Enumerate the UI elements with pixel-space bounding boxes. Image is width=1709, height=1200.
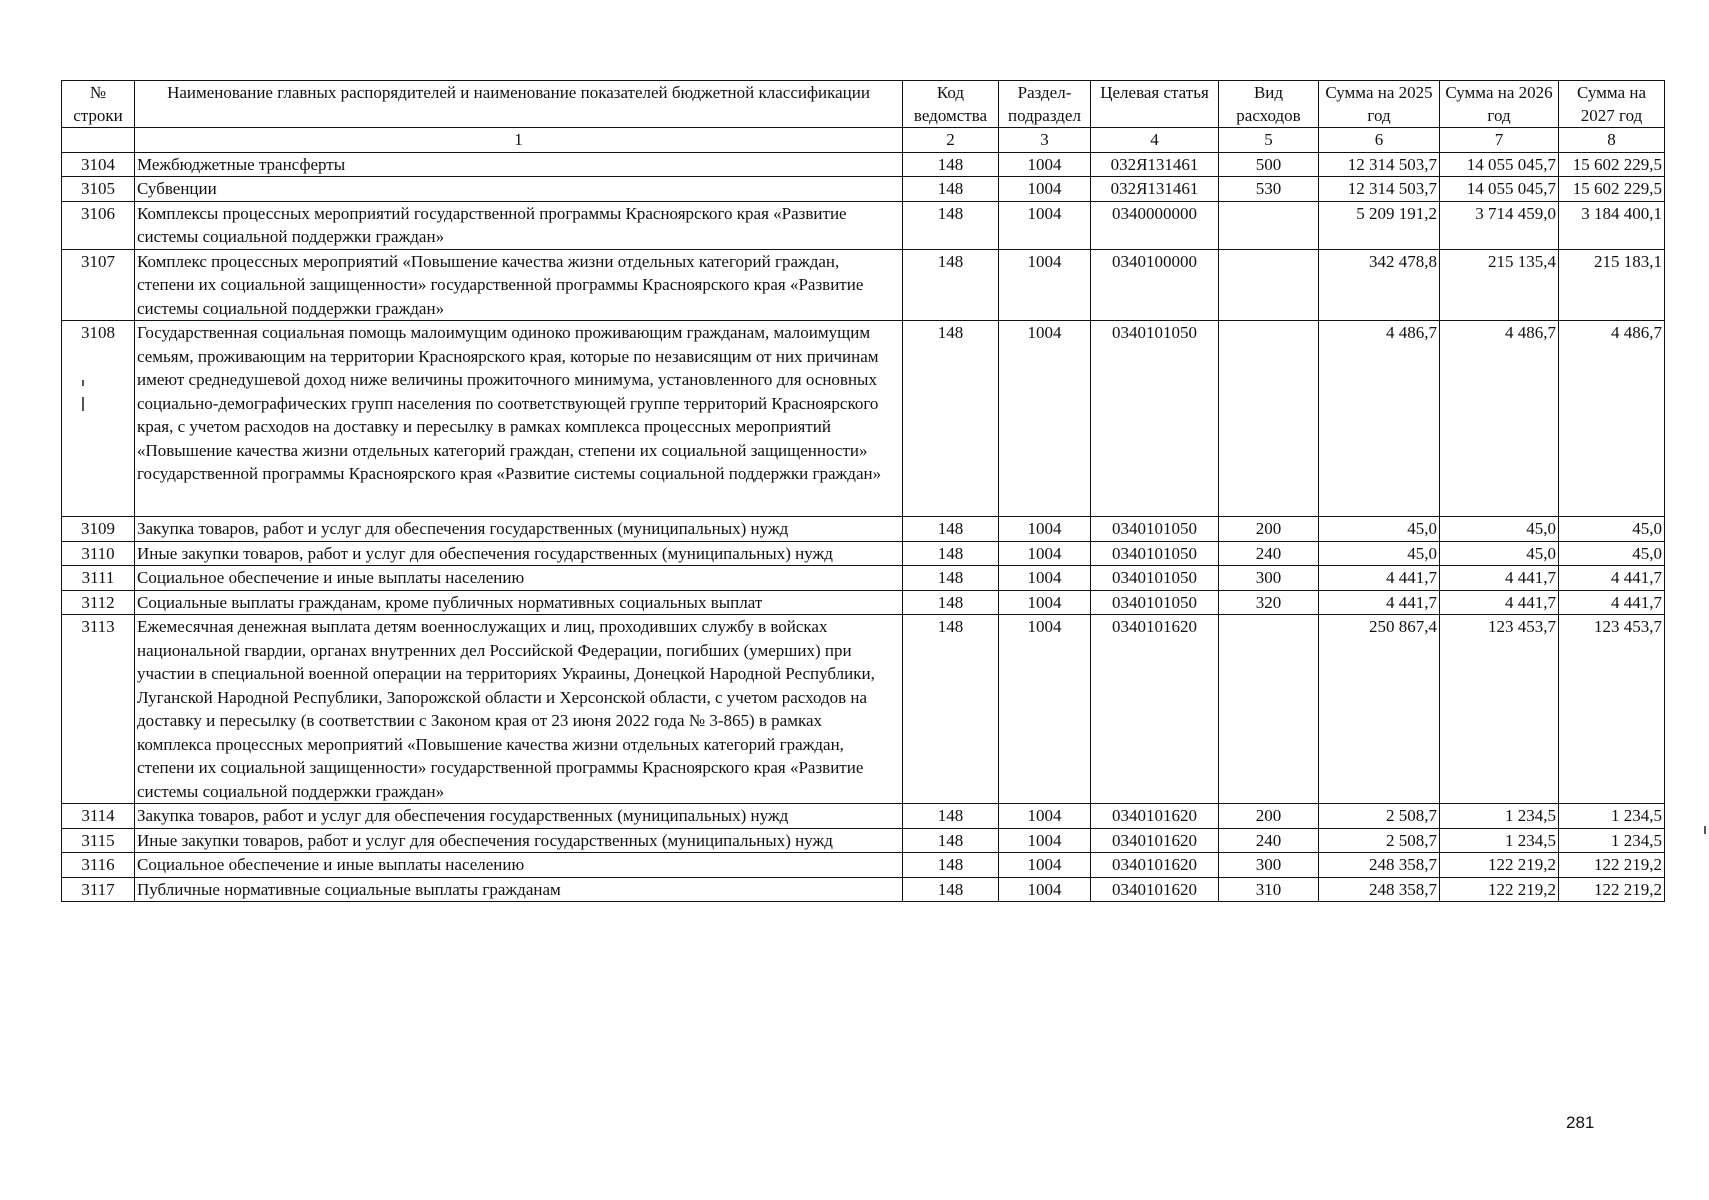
- sum-2027: 122 219,2: [1559, 877, 1665, 902]
- margin-mark: [1704, 826, 1706, 834]
- sum-2027: 45,0: [1559, 517, 1665, 542]
- budget-table: [61, 80, 1665, 902]
- target-article: 0340101050: [1091, 321, 1219, 517]
- header-target-article: Целевая статья: [1091, 81, 1219, 128]
- sum-2025: 2 508,7: [1319, 828, 1440, 853]
- table-row: [62, 590, 1665, 615]
- section-code: 1004: [999, 177, 1091, 202]
- row-number: 3112: [62, 590, 135, 615]
- expense-type: 320: [1219, 590, 1319, 615]
- expense-type: [1219, 321, 1319, 517]
- table-row: [62, 828, 1665, 853]
- sum-2027: 1 234,5: [1559, 804, 1665, 829]
- section-code: 1004: [999, 152, 1091, 177]
- table-row: [62, 566, 1665, 591]
- row-number: 3108: [62, 321, 135, 517]
- row-number: 3113: [62, 615, 135, 804]
- section-code: 1004: [999, 201, 1091, 249]
- column-number: 3: [999, 128, 1091, 153]
- dept-code: 148: [903, 853, 999, 878]
- sum-2025: 342 478,8: [1319, 249, 1440, 321]
- column-number: 8: [1559, 128, 1665, 153]
- expense-type: 200: [1219, 804, 1319, 829]
- sum-2026: 215 135,4: [1440, 249, 1559, 321]
- sum-2027: 4 486,7: [1559, 321, 1665, 517]
- sum-2027: 4 441,7: [1559, 590, 1665, 615]
- section-code: 1004: [999, 615, 1091, 804]
- dept-code: 148: [903, 877, 999, 902]
- row-name: Комплексы процессных мероприятий государственной программы Красноярского края «Развитие системы социальной поддержки граждан»: [135, 201, 903, 249]
- row-number: 3114: [62, 804, 135, 829]
- column-number: [62, 128, 135, 153]
- dept-code: 148: [903, 828, 999, 853]
- dept-code: 148: [903, 152, 999, 177]
- sum-2026: 1 234,5: [1440, 804, 1559, 829]
- row-name: Ежемесячная денежная выплата детям военнослужащих и лиц, проходивших службу в войсках национальной гвардии, органах внутренних дел Российской Федерации, погибших (умерших) при участии в специальной военной операции на территориях Украины, Донецкой Народной Республики, Луганской Народной Республики, Запорожской области и Херсонской области, с учетом расходов на доставку и пересылку (в соответствии с Законом края от 23 июня 2022 года № 3-865) в рамках комплекса процессных мероприятий «Повышение качества жизни отдельных категорий граждан, степени их социальной защищенности» государственной программы Красноярского края «Развитие системы социальной поддержки граждан»: [135, 615, 903, 804]
- row-number: 3109: [62, 517, 135, 542]
- table-row: [62, 853, 1665, 878]
- sum-2026: 4 441,7: [1440, 590, 1559, 615]
- expense-type: 240: [1219, 541, 1319, 566]
- sum-2026: 4 486,7: [1440, 321, 1559, 517]
- table-row: [62, 541, 1665, 566]
- section-code: 1004: [999, 853, 1091, 878]
- sum-2025: 45,0: [1319, 517, 1440, 542]
- row-name: Публичные нормативные социальные выплаты гражданам: [135, 877, 903, 902]
- page-number: 281: [1566, 1113, 1595, 1132]
- header-section: Раздел-подраздел: [999, 81, 1091, 128]
- sum-2025: 4 441,7: [1319, 566, 1440, 591]
- sum-2025: 248 358,7: [1319, 877, 1440, 902]
- table-row: [62, 249, 1665, 321]
- target-article: 0340101050: [1091, 541, 1219, 566]
- column-number: 6: [1319, 128, 1440, 153]
- sum-2025: 12 314 503,7: [1319, 152, 1440, 177]
- sum-2027: 15 602 229,5: [1559, 177, 1665, 202]
- row-name: Межбюджетные трансферты: [135, 152, 903, 177]
- sum-2027: 215 183,1: [1559, 249, 1665, 321]
- expense-type: 500: [1219, 152, 1319, 177]
- expense-type: 530: [1219, 177, 1319, 202]
- sum-2027: 123 453,7: [1559, 615, 1665, 804]
- sum-2025: 5 209 191,2: [1319, 201, 1440, 249]
- header-sum-2027: Сумма на 2027 год: [1559, 81, 1665, 128]
- row-number: 3107: [62, 249, 135, 321]
- target-article: 0340100000: [1091, 249, 1219, 321]
- target-article: 0340101050: [1091, 566, 1219, 591]
- table-row: [62, 804, 1665, 829]
- sum-2026: 123 453,7: [1440, 615, 1559, 804]
- header-sum-2025: Сумма на 2025 год: [1319, 81, 1440, 128]
- section-code: 1004: [999, 877, 1091, 902]
- sum-2026: 45,0: [1440, 517, 1559, 542]
- table-header-row: [62, 81, 1665, 128]
- column-number: 1: [135, 128, 903, 153]
- table-row: [62, 615, 1665, 804]
- sum-2025: 12 314 503,7: [1319, 177, 1440, 202]
- dept-code: 148: [903, 201, 999, 249]
- table-row: [62, 152, 1665, 177]
- row-name: Закупка товаров, работ и услуг для обеспечения государственных (муниципальных) нужд: [135, 804, 903, 829]
- row-number: 3117: [62, 877, 135, 902]
- sum-2026: 122 219,2: [1440, 877, 1559, 902]
- table-row: [62, 177, 1665, 202]
- row-name: Социальное обеспечение и иные выплаты населению: [135, 566, 903, 591]
- column-number: 2: [903, 128, 999, 153]
- row-name: Социальное обеспечение и иные выплаты населению: [135, 853, 903, 878]
- table-row: [62, 201, 1665, 249]
- sum-2026: 45,0: [1440, 541, 1559, 566]
- row-number: 3115: [62, 828, 135, 853]
- section-code: 1004: [999, 590, 1091, 615]
- row-name: Государственная социальная помощь малоимущим одиноко проживающим гражданам, малоимущим семьям, проживающим на территории Красноярского края, которые по независящим от них причинам имеют среднедушевой доход ниже величины прожиточного минимума, установленного для основных социально-демографических групп населения по соответствующей группе территорий Красноярского края, с учетом расходов на доставку и пересылку в рамках комплекса процессных мероприятий «Повышение качества жизни отдельных категорий граждан, степени их социальной защищенности» государственной программы Красноярского края «Развитие системы социальной поддержки граждан»: [135, 321, 903, 517]
- table-row: [62, 321, 1665, 517]
- sum-2026: 14 055 045,7: [1440, 152, 1559, 177]
- section-code: 1004: [999, 804, 1091, 829]
- section-code: 1004: [999, 517, 1091, 542]
- expense-type: [1219, 615, 1319, 804]
- row-number: 3105: [62, 177, 135, 202]
- section-code: 1004: [999, 249, 1091, 321]
- target-article: 0340101620: [1091, 877, 1219, 902]
- target-article: 0340101620: [1091, 804, 1219, 829]
- header-name: Наименование главных распорядителей и наименование показателей бюджетной классификации: [135, 81, 903, 128]
- sum-2027: 15 602 229,5: [1559, 152, 1665, 177]
- target-article: 0340101620: [1091, 615, 1219, 804]
- expense-type: 300: [1219, 566, 1319, 591]
- dept-code: 148: [903, 321, 999, 517]
- sum-2025: 4 441,7: [1319, 590, 1440, 615]
- table-row: [62, 877, 1665, 902]
- table-row: [62, 517, 1665, 542]
- expense-type: 300: [1219, 853, 1319, 878]
- row-number: 3111: [62, 566, 135, 591]
- target-article: 0340101050: [1091, 517, 1219, 542]
- sum-2027: 122 219,2: [1559, 853, 1665, 878]
- dept-code: 148: [903, 566, 999, 591]
- sum-2025: 2 508,7: [1319, 804, 1440, 829]
- column-number: 4: [1091, 128, 1219, 153]
- target-article: 0340000000: [1091, 201, 1219, 249]
- sum-2026: 14 055 045,7: [1440, 177, 1559, 202]
- header-row-number: № строки: [62, 81, 135, 128]
- sum-2026: 3 714 459,0: [1440, 201, 1559, 249]
- section-code: 1004: [999, 541, 1091, 566]
- row-number: 3110: [62, 541, 135, 566]
- header-sum-2026: Сумма на 2026 год: [1440, 81, 1559, 128]
- target-article: 032Я131461: [1091, 177, 1219, 202]
- table-body: [62, 152, 1665, 902]
- target-article: 0340101050: [1091, 590, 1219, 615]
- row-number: 3104: [62, 152, 135, 177]
- column-number-row: [62, 128, 1665, 153]
- header-expense-type: Вид расходов: [1219, 81, 1319, 128]
- dept-code: 148: [903, 590, 999, 615]
- dept-code: 148: [903, 804, 999, 829]
- sum-2025: 250 867,4: [1319, 615, 1440, 804]
- sum-2026: 122 219,2: [1440, 853, 1559, 878]
- expense-type: 240: [1219, 828, 1319, 853]
- row-name: Закупка товаров, работ и услуг для обеспечения государственных (муниципальных) нужд: [135, 517, 903, 542]
- target-article: 0340101620: [1091, 853, 1219, 878]
- sum-2027: 4 441,7: [1559, 566, 1665, 591]
- sum-2025: 45,0: [1319, 541, 1440, 566]
- dept-code: 148: [903, 615, 999, 804]
- target-article: 0340101620: [1091, 828, 1219, 853]
- expense-type: 310: [1219, 877, 1319, 902]
- section-code: 1004: [999, 321, 1091, 517]
- row-number: 3116: [62, 853, 135, 878]
- sum-2025: 4 486,7: [1319, 321, 1440, 517]
- row-name: Субвенции: [135, 177, 903, 202]
- sum-2027: 45,0: [1559, 541, 1665, 566]
- row-name: Социальные выплаты гражданам, кроме публичных нормативных социальных выплат: [135, 590, 903, 615]
- row-number: 3106: [62, 201, 135, 249]
- dept-code: 148: [903, 517, 999, 542]
- row-name: Иные закупки товаров, работ и услуг для обеспечения государственных (муниципальных) нужд: [135, 541, 903, 566]
- section-code: 1004: [999, 828, 1091, 853]
- expense-type: [1219, 249, 1319, 321]
- sum-2026: 1 234,5: [1440, 828, 1559, 853]
- dept-code: 148: [903, 249, 999, 321]
- sum-2026: 4 441,7: [1440, 566, 1559, 591]
- column-number: 5: [1219, 128, 1319, 153]
- row-name: Комплекс процессных мероприятий «Повышение качества жизни отдельных категорий граждан, степени их социальной защищенности» государственной программы Красноярского края «Развитие системы социальной поддержки граждан»: [135, 249, 903, 321]
- header-dept-code: Код ведомства: [903, 81, 999, 128]
- sum-2027: 3 184 400,1: [1559, 201, 1665, 249]
- sum-2027: 1 234,5: [1559, 828, 1665, 853]
- dept-code: 148: [903, 177, 999, 202]
- section-code: 1004: [999, 566, 1091, 591]
- expense-type: 200: [1219, 517, 1319, 542]
- sum-2025: 248 358,7: [1319, 853, 1440, 878]
- row-name: Иные закупки товаров, работ и услуг для обеспечения государственных (муниципальных) нужд: [135, 828, 903, 853]
- target-article: 032Я131461: [1091, 152, 1219, 177]
- column-number: 7: [1440, 128, 1559, 153]
- expense-type: [1219, 201, 1319, 249]
- dept-code: 148: [903, 541, 999, 566]
